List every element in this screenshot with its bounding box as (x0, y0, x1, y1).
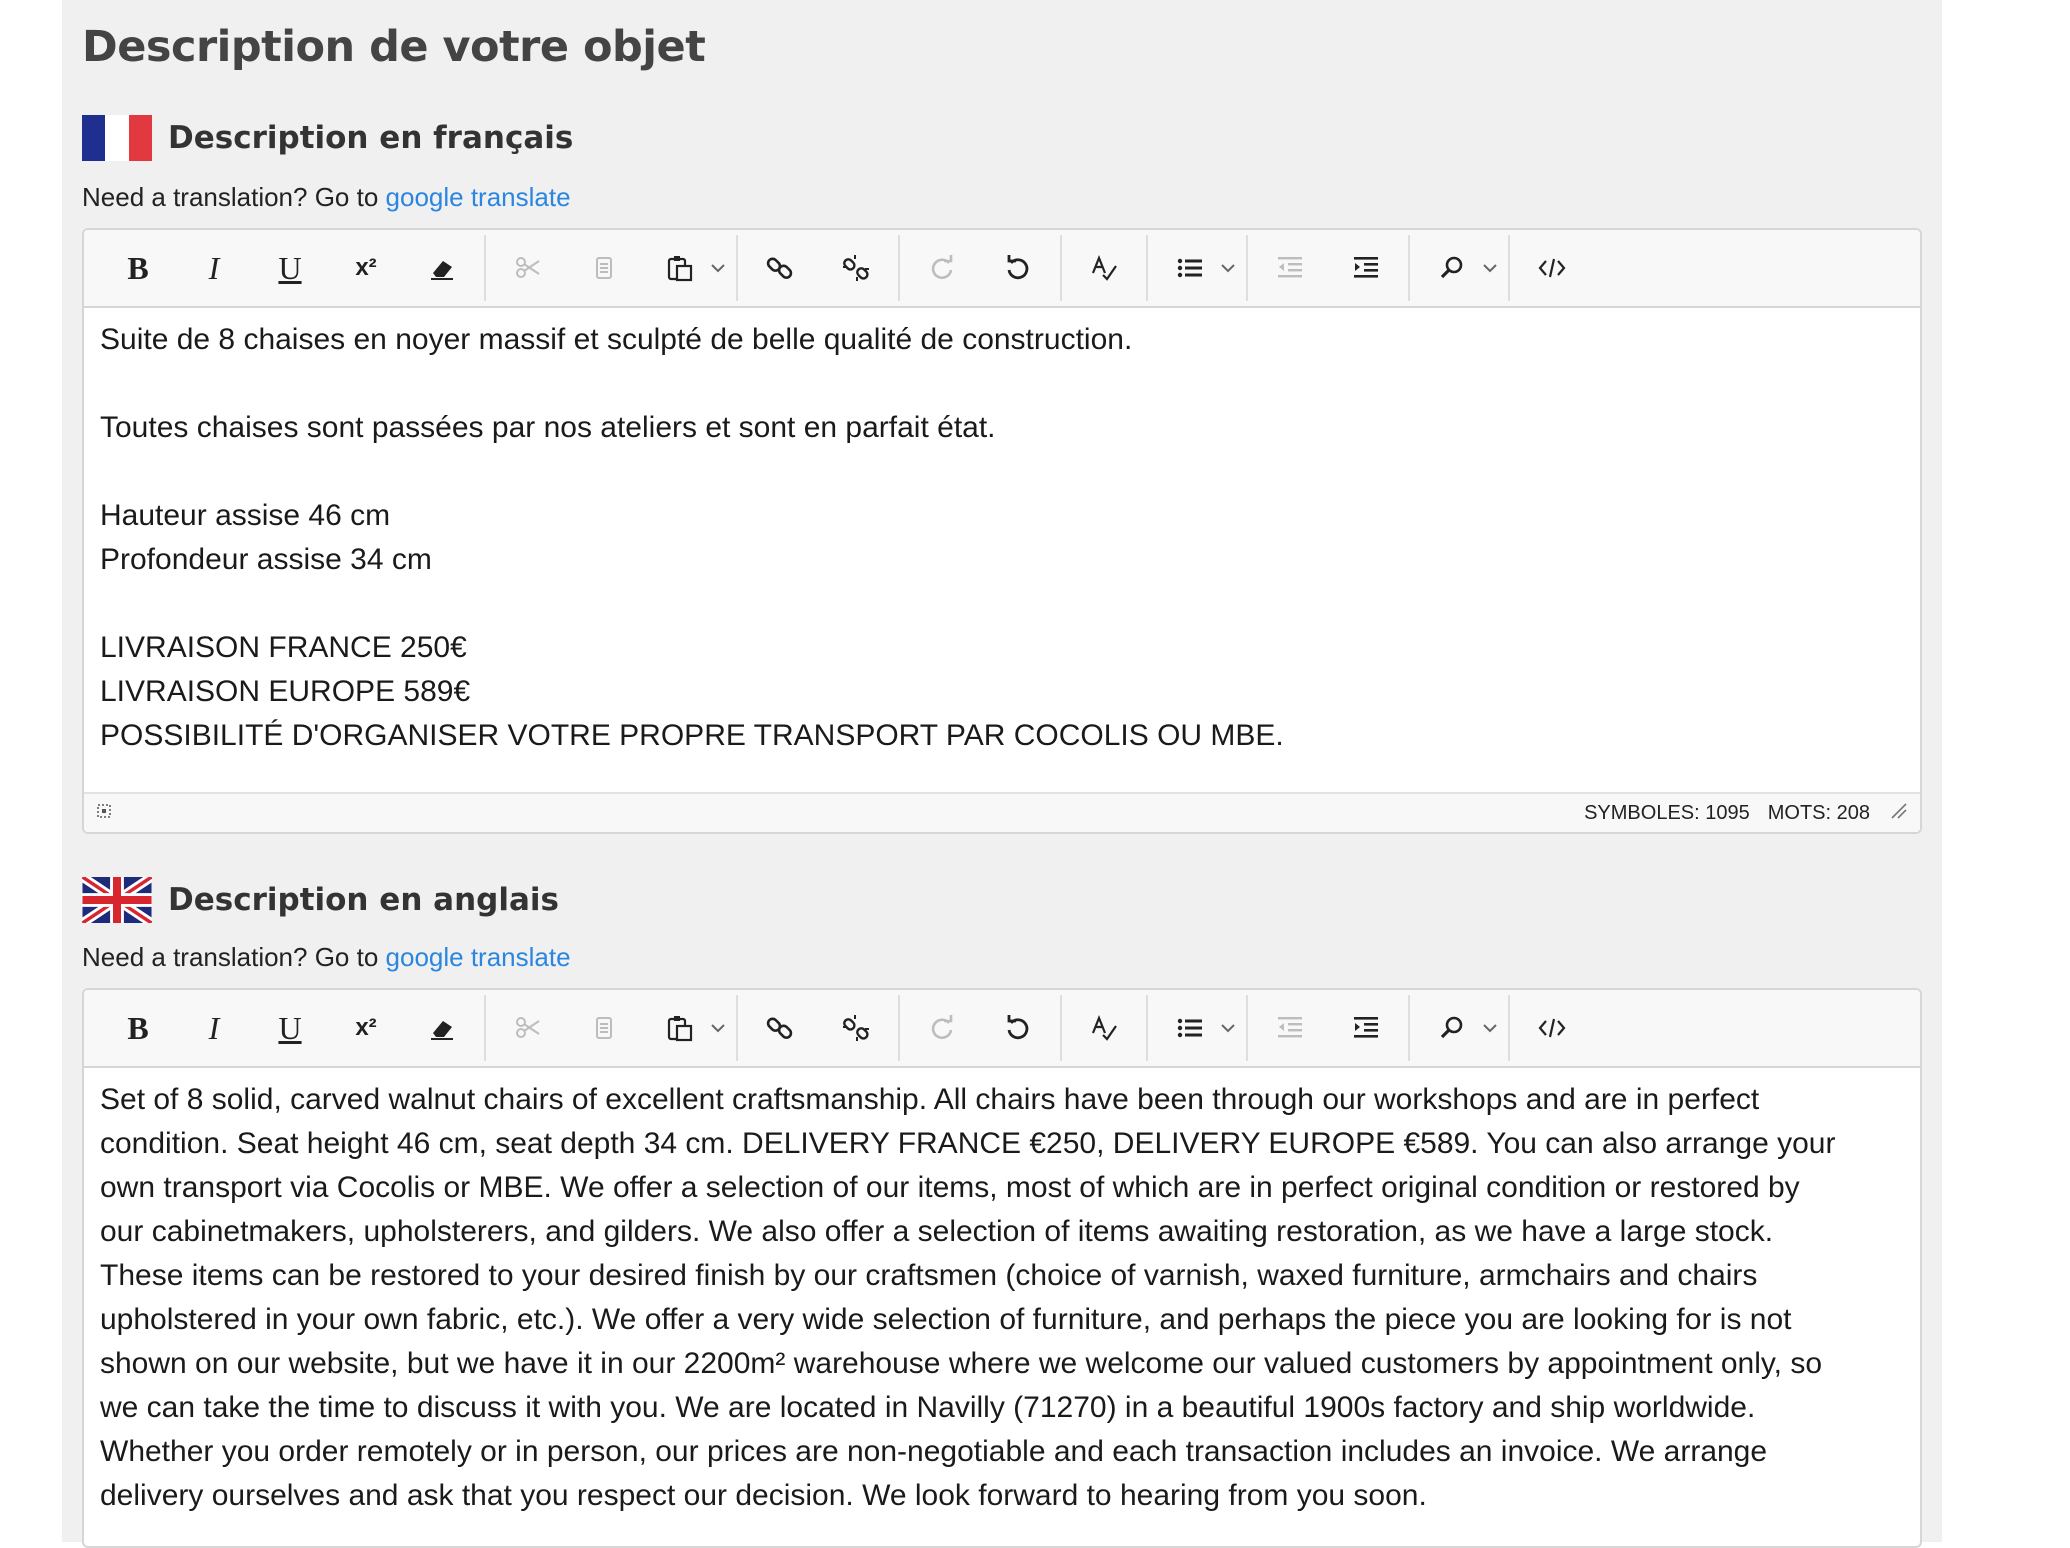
word-count: MOTS: 208 (1767, 801, 1870, 824)
content-line: own transport via Cocolis or MBE. We offer a selection of our items, most of which are in perfect original condition or restored by (100, 1171, 1800, 1204)
undo-icon[interactable] (980, 995, 1056, 1061)
dropdown-caret-icon[interactable] (704, 995, 732, 1061)
content-line: Whether you order remotely or in person, our prices are non-negotiable and each transaction includes an invoice. We arrange (100, 1435, 1768, 1468)
symbol-count: SYMBOLES: 1095 (1584, 801, 1750, 824)
editor-content-en[interactable] (84, 1068, 1920, 1548)
google-translate-link[interactable]: google translate (385, 942, 571, 972)
link-icon[interactable] (742, 235, 818, 301)
toolbar-separator (1146, 235, 1148, 301)
eraser-icon[interactable] (404, 235, 480, 301)
copy-icon[interactable] (566, 235, 642, 301)
toolbar-separator (1060, 235, 1062, 301)
superscript-icon[interactable] (328, 235, 404, 301)
spellcheck-icon[interactable] (1066, 995, 1142, 1061)
editor-content-fr[interactable] (84, 308, 1920, 792)
underline-icon[interactable] (252, 235, 328, 301)
content-line: LIVRAISON FRANCE 250€ (100, 631, 467, 664)
toolbar-separator (898, 235, 900, 301)
toolbar-separator (1508, 235, 1510, 301)
eraser-icon[interactable] (404, 995, 480, 1061)
content-line: upholstered in your own fabric, etc.). We offer a very wide selection of furniture, and perhaps the piece you are looking for is not (100, 1303, 1792, 1336)
toolbar-separator (898, 995, 900, 1061)
content-line: Suite de 8 chaises en noyer massif et sculpté de belle qualité de construction. (100, 323, 1133, 356)
cut-icon[interactable] (490, 235, 566, 301)
translation-help-fr (82, 182, 571, 213)
section-title-en: Description en anglais (168, 882, 559, 918)
toolbar-separator (1060, 995, 1062, 1061)
underline-glyph: U (278, 1010, 302, 1046)
redo-icon[interactable] (904, 235, 980, 301)
toolbar-separator (1246, 995, 1248, 1061)
translation-help-en (82, 942, 571, 973)
toolbar-separator (484, 235, 486, 301)
italic-glyph: I (208, 1010, 220, 1046)
section-header-fr (82, 114, 573, 162)
content-line: Set of 8 solid, carved walnut chairs of excellent craftsmanship. All chairs have been through our workshops and are in perfect (100, 1083, 1760, 1116)
content-line: condition. Seat height 46 cm, seat depth 34 cm. DELIVERY FRANCE €250, DELIVERY EUROPE €589. You can also arrange your (100, 1127, 1836, 1160)
bold-icon[interactable] (100, 235, 176, 301)
content-line: LIVRAISON EUROPE 589€ (100, 675, 471, 708)
unlink-icon[interactable] (818, 995, 894, 1061)
resize-handle-icon[interactable] (1888, 800, 1908, 826)
dropdown-caret-icon[interactable] (1476, 235, 1504, 301)
translation-help-text: Need a translation? Go to (82, 942, 386, 972)
italic-glyph: I (208, 250, 220, 286)
editor-en (82, 988, 1922, 1548)
page-title: Description de votre objet (82, 22, 706, 72)
toolbar-separator (1408, 995, 1410, 1061)
section-title-fr: Description en français (168, 120, 574, 156)
google-translate-link[interactable]: google translate (385, 182, 571, 212)
content-line: we can take the time to discuss it with you. We are located in Navilly (71270) in a beautiful 1900s factory and ship worldwide. (100, 1391, 1756, 1424)
bold-icon[interactable] (100, 995, 176, 1061)
bold-glyph: B (127, 250, 149, 286)
italic-icon[interactable] (176, 235, 252, 301)
bold-glyph: B (127, 1010, 149, 1046)
france-flag-icon (82, 115, 152, 161)
redo-icon[interactable] (904, 995, 980, 1061)
toolbar-separator (1146, 995, 1148, 1061)
content-line: shown on our website, but we have it in our 2200m² warehouse where we welcome our valued customers by appointment only, so (100, 1347, 1823, 1380)
superscript-glyph: x² (355, 254, 377, 281)
link-icon[interactable] (742, 995, 818, 1061)
content-line (100, 582, 1904, 626)
content-line: These items can be restored to your desired finish by our craftsmen (choice of varnish, waxed furniture, armchairs and chairs (100, 1259, 1758, 1292)
editor-toolbar (84, 230, 1920, 308)
italic-icon[interactable] (176, 995, 252, 1061)
content-line: our cabinetmakers, upholsterers, and gilders. We also offer a selection of items awaiting restoration, as we have a large stock. (100, 1215, 1774, 1248)
toolbar-separator (736, 235, 738, 301)
underline-icon[interactable] (252, 995, 328, 1061)
content-line: POSSIBILITÉ D'ORGANISER VOTRE PROPRE TRANSPORT PAR COCOLIS OU MBE. (100, 719, 1284, 752)
superscript-glyph: x² (355, 1014, 377, 1041)
spellcheck-icon[interactable] (1066, 235, 1142, 301)
undo-icon[interactable] (980, 235, 1056, 301)
editor-toolbar (84, 990, 1920, 1068)
outdent-icon[interactable] (1252, 995, 1328, 1061)
content-line (100, 450, 1904, 494)
cut-icon[interactable] (490, 995, 566, 1061)
content-line: Hauteur assise 46 cm (100, 499, 391, 532)
underline-glyph: U (278, 250, 302, 286)
toolbar-separator (736, 995, 738, 1061)
dropdown-caret-icon[interactable] (704, 235, 732, 301)
dropdown-caret-icon[interactable] (1214, 995, 1242, 1061)
outdent-icon[interactable] (1252, 235, 1328, 301)
unlink-icon[interactable] (818, 235, 894, 301)
content-line: Profondeur assise 34 cm (100, 543, 432, 576)
content-line: delivery ourselves and ask that you respect our decision. We look forward to hearing from you soon. (100, 1479, 1427, 1512)
toolbar-separator (1246, 235, 1248, 301)
content-line (100, 362, 1904, 406)
toolbar-separator (1508, 995, 1510, 1061)
indent-icon[interactable] (1328, 995, 1404, 1061)
content-line: Toutes chaises sont passées par nos ateliers et sont en parfait état. (100, 411, 996, 444)
element-path-icon (96, 802, 112, 825)
editor-statusbar (84, 792, 1920, 832)
toolbar-separator (1408, 235, 1410, 301)
superscript-icon[interactable] (328, 995, 404, 1061)
source-code-icon[interactable] (1514, 995, 1590, 1061)
indent-icon[interactable] (1328, 235, 1404, 301)
dropdown-caret-icon[interactable] (1214, 235, 1242, 301)
toolbar-separator (484, 995, 486, 1061)
source-code-icon[interactable] (1514, 235, 1590, 301)
translation-help-text: Need a translation? Go to (82, 182, 386, 212)
section-header-en (82, 876, 559, 924)
editor-fr (82, 228, 1922, 834)
dropdown-caret-icon[interactable] (1476, 995, 1504, 1061)
uk-flag-icon (82, 877, 152, 923)
copy-icon[interactable] (566, 995, 642, 1061)
